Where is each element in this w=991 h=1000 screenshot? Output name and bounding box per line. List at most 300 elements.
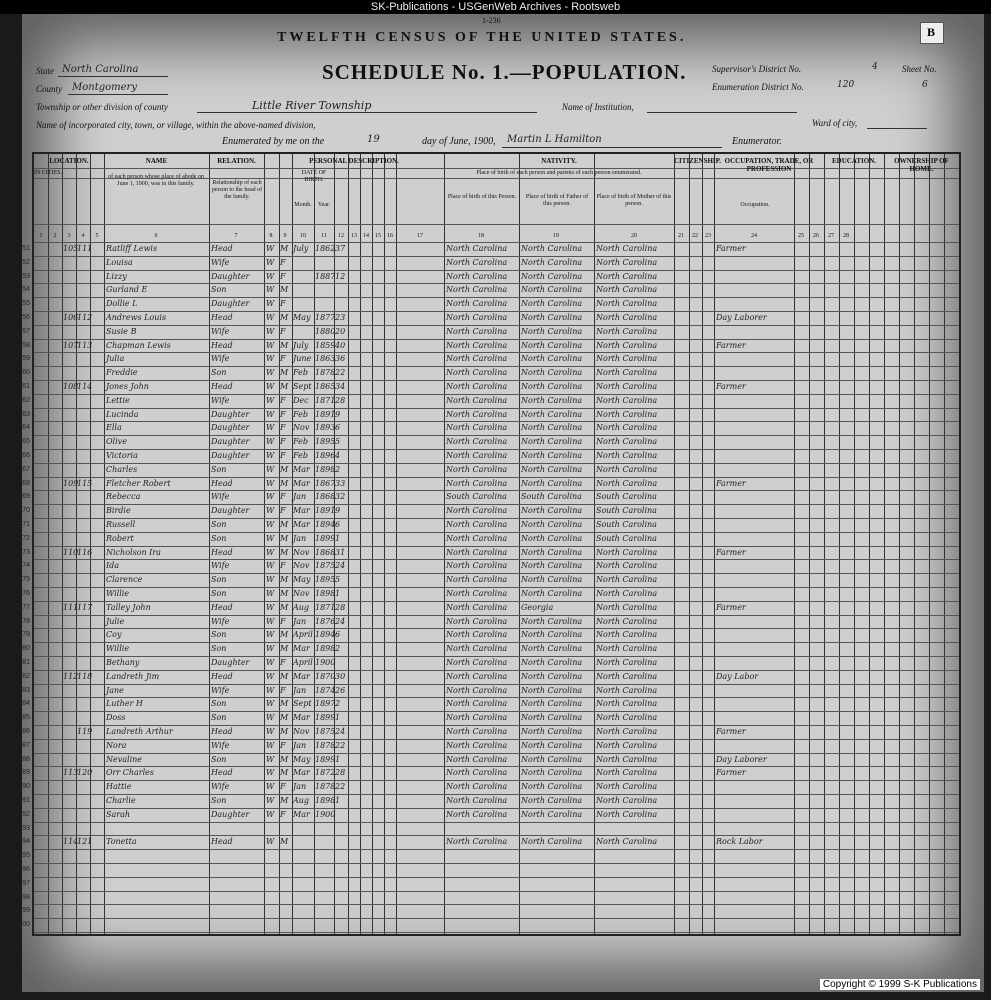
cell-sex: F [280, 437, 286, 447]
column-header: Relationship of each person to the head of the family. [211, 180, 263, 200]
column-rule [914, 154, 915, 934]
cell-bf: North Carolina [521, 547, 583, 557]
cell-race: W [266, 257, 275, 267]
column-rule [76, 154, 77, 934]
row-rule [34, 863, 959, 864]
cell-occ: Farmer [716, 727, 746, 736]
cell-age: 6 [335, 630, 341, 640]
cell-race: W [266, 644, 275, 654]
cell-bm: North Carolina [596, 354, 658, 364]
cell-relation: Daughter [211, 506, 250, 516]
row-rule [34, 532, 959, 533]
column-group-title: LOCATION. [49, 157, 89, 165]
cell-name: Ida [106, 561, 120, 571]
row-rule [34, 504, 959, 505]
row-number: 85 [22, 714, 30, 722]
cell-name: Julia [106, 354, 125, 364]
cell-bm: North Carolina [596, 340, 658, 350]
cell-year: 1893 [315, 423, 336, 433]
cell-bp: North Carolina [446, 354, 508, 364]
cell-age: 1 [335, 796, 341, 805]
row-number: 74 [22, 562, 30, 570]
cell-month: Dec [293, 395, 309, 405]
column-rule [444, 154, 445, 934]
cell-bp: North Carolina [446, 299, 508, 309]
cell-name: Nevaline [106, 754, 143, 764]
row-rule [34, 780, 959, 781]
row-rule [34, 697, 959, 698]
cell-relation: Son [211, 464, 227, 474]
cell-bp: North Carolina [446, 451, 508, 460]
column-rule [348, 154, 349, 934]
column-rule [62, 154, 63, 934]
cell-bf: North Carolina [521, 299, 583, 309]
cell-month: Nov [293, 423, 310, 433]
row-rule [34, 684, 959, 685]
cell-race: W [266, 244, 275, 253]
row-number: 87 [22, 741, 30, 749]
cell-bp: North Carolina [446, 533, 508, 543]
cell-bm: North Carolina [596, 561, 658, 571]
cell-bm: North Carolina [596, 313, 658, 322]
cell-sex: M [280, 699, 289, 709]
corner-mark-label: B [927, 25, 936, 39]
cell-year: 1900 [315, 809, 336, 819]
cell-month: Jan [293, 492, 307, 502]
cell-bf: North Carolina [521, 809, 583, 819]
cell-relation: Son [211, 699, 227, 709]
cell-bm: North Carolina [596, 257, 658, 267]
cell-race: W [266, 271, 275, 281]
cell-bf: North Carolina [521, 506, 583, 516]
cell-race: W [266, 437, 275, 447]
cell-bm: North Carolina [596, 382, 658, 391]
archive-banner: SK-Publications - USGenWeb Archives - Rootsweb [0, 0, 991, 14]
cell-race: W [266, 658, 275, 667]
cell-sex: F [280, 354, 286, 364]
row-rule [34, 394, 959, 395]
row-rule [34, 408, 959, 409]
cell-sex: F [280, 782, 286, 792]
row-number: 56 [22, 314, 30, 321]
cell-bp: North Carolina [446, 589, 508, 598]
cell-bp: North Carolina [446, 244, 508, 253]
row-rule [34, 904, 959, 905]
cell-name: Nora [106, 740, 127, 750]
cell-month: July [293, 244, 309, 253]
cell-family: 113 [77, 340, 93, 350]
cell-family: 120 [77, 768, 93, 778]
cell-age: 5 [335, 575, 341, 585]
cell-bp: North Carolina [446, 340, 508, 350]
cell-year: 1898 [315, 589, 336, 598]
cell-name: Bethany [106, 658, 140, 667]
column-rule [794, 154, 795, 934]
row-number: 77 [22, 603, 30, 611]
cell-relation: Son [211, 368, 227, 378]
cell-year: 1875 [315, 561, 336, 571]
cell-bf: North Carolina [521, 754, 583, 764]
row-number: 100 [18, 921, 30, 929]
cell-relation: Head [211, 313, 233, 322]
cell-age: 28 [335, 768, 346, 778]
cell-name: Dollie L [106, 299, 138, 309]
cell-occ: Farmer [716, 340, 746, 350]
enumerated-label: Enumerated by me on the [222, 136, 325, 147]
cell-occ: Rock Labor [716, 837, 763, 847]
row-rule [34, 325, 959, 326]
cell-relation: Daughter [211, 809, 250, 819]
copyright-notice: Copyright © 1999 S-K Publications [820, 979, 980, 990]
column-group-title: OCCUPATION, TRADE, OR PROFESSION [724, 157, 814, 173]
cell-bf: North Carolina [521, 768, 583, 778]
cell-race: W [266, 395, 275, 405]
cell-year: 1871 [315, 602, 336, 612]
supervisor-value: 4 [872, 62, 878, 72]
row-number: 84 [22, 700, 30, 708]
cell-bp: North Carolina [446, 837, 508, 847]
cell-name: Talley John [106, 602, 151, 612]
row-number: 53 [22, 272, 30, 280]
cell-month: July [293, 340, 309, 350]
row-rule [34, 794, 959, 795]
cell-month: Jan [293, 533, 307, 543]
row-rule [34, 711, 959, 712]
cell-race: W [266, 575, 275, 585]
cell-sex: M [280, 533, 289, 543]
cell-sex: F [280, 492, 286, 502]
cell-sex: M [280, 644, 289, 654]
cell-year: 1898 [315, 464, 336, 474]
cell-bm: North Carolina [596, 602, 658, 612]
cell-name: Rebecca [106, 492, 141, 502]
cell-year: 1878 [315, 740, 336, 750]
cell-occ: Day Laborer [716, 754, 767, 764]
cell-sex: F [280, 685, 286, 695]
cell-sex: F [280, 561, 286, 571]
cell-age: 9 [335, 409, 341, 419]
column-rule [869, 154, 870, 934]
cell-year: 1899 [315, 754, 336, 764]
cell-race: W [266, 368, 275, 378]
row-number: 89 [22, 769, 30, 777]
cell-month: Nov [293, 727, 310, 736]
cell-race: W [266, 713, 275, 723]
cell-bp: North Carolina [446, 464, 508, 474]
column-number: 27 [828, 233, 834, 239]
row-number: 58 [22, 341, 30, 349]
cell-relation: Son [211, 644, 227, 654]
cell-race: W [266, 837, 275, 847]
cell-name: Doss [106, 713, 126, 723]
cell-bp: North Carolina [446, 575, 508, 585]
cell-year: 1887 [315, 271, 336, 281]
cell-month: Mar [293, 520, 310, 529]
cell-race: W [266, 313, 275, 322]
cell-relation: Wife [211, 561, 230, 571]
cell-bf: North Carolina [521, 796, 583, 805]
cell-month: Mar [293, 713, 310, 723]
cell-year: 1900 [315, 658, 336, 667]
cell-name: Lettie [106, 395, 130, 405]
cell-family: 115 [77, 478, 93, 488]
cell-dwelling: 108 [63, 382, 79, 391]
column-rule [824, 154, 825, 934]
cell-bp: North Carolina [446, 782, 508, 792]
cell-bp: North Carolina [446, 478, 508, 488]
cell-bp: North Carolina [446, 520, 508, 529]
cell-sex: M [280, 464, 289, 474]
cell-relation: Head [211, 837, 233, 847]
cell-sex: M [280, 713, 289, 723]
cell-age: 2 [335, 699, 341, 709]
cell-age: 12 [335, 271, 346, 281]
cell-bp: North Carolina [446, 326, 508, 336]
cell-occ: Day Labor [716, 671, 759, 681]
column-rule [944, 154, 945, 934]
cell-age: 1 [335, 533, 341, 543]
row-rule [34, 642, 959, 643]
cell-month: May [293, 313, 311, 322]
cell-race: W [266, 506, 275, 516]
cell-relation: Daughter [211, 451, 250, 460]
row-number: 76 [22, 590, 30, 597]
cell-race: W [266, 478, 275, 488]
cell-year: 1899 [315, 713, 336, 723]
column-group-title: RELATION. [217, 157, 256, 165]
cell-age: 36 [335, 354, 346, 364]
cell-bp: North Carolina [446, 685, 508, 695]
cell-bm: North Carolina [596, 754, 658, 764]
cell-sex: F [280, 740, 286, 750]
row-rule [34, 559, 959, 560]
cell-year: 1868 [315, 492, 336, 502]
cell-year: 1898 [315, 796, 336, 805]
cell-name: Chapman Lewis [106, 340, 171, 350]
cell-bf: North Carolina [521, 437, 583, 447]
column-rule [360, 154, 361, 934]
cell-occ: Farmer [716, 382, 746, 391]
cell-month: Feb [293, 409, 308, 419]
row-number: 81 [22, 659, 30, 666]
cell-bm: North Carolina [596, 796, 658, 805]
cell-month: Mar [293, 644, 310, 654]
row-number: 52 [22, 258, 30, 266]
cell-bm: North Carolina [596, 326, 658, 336]
row-number: 80 [22, 645, 30, 653]
cell-name: Freddie [106, 368, 138, 378]
cell-bf: North Carolina [521, 313, 583, 322]
column-rule [48, 154, 49, 934]
cell-race: W [266, 326, 275, 336]
column-group-title: NAME [145, 157, 168, 165]
row-rule [34, 628, 959, 629]
row-rule [34, 352, 959, 353]
cell-bm: North Carolina [596, 809, 658, 819]
cell-bf: North Carolina [521, 326, 583, 336]
cell-year: 1878 [315, 368, 336, 378]
cell-race: W [266, 754, 275, 764]
cell-age: 20 [335, 326, 346, 336]
row-rule [34, 490, 959, 491]
cell-sex: M [280, 602, 289, 612]
cell-bm: North Carolina [596, 671, 658, 681]
row-number: 88 [22, 755, 30, 763]
row-rule [34, 270, 959, 271]
incorporated-label: Name of incorporated city, town, or village, within the above-named division, [36, 120, 316, 130]
cell-sex: F [280, 395, 286, 405]
row-rule [34, 918, 959, 919]
cell-bm: North Carolina [596, 547, 658, 557]
cell-sex: M [280, 589, 289, 598]
cell-bp: North Carolina [446, 699, 508, 709]
cell-age: 24 [335, 727, 346, 736]
cell-relation: Son [211, 520, 227, 529]
row-number: 79 [22, 631, 30, 639]
column-header: Place of birth of Mother of this person. [596, 194, 672, 207]
row-number: 93 [22, 824, 30, 832]
cell-month: Feb [293, 437, 308, 447]
cell-race: W [266, 464, 275, 474]
row-number: 86 [22, 728, 30, 735]
enumerated-mid: day of June, 1900, [422, 136, 496, 147]
cell-sex: M [280, 575, 289, 585]
cell-sex: M [280, 313, 289, 322]
cell-race: W [266, 520, 275, 529]
cell-bf: North Carolina [521, 382, 583, 391]
cell-month: Mar [293, 464, 310, 474]
cell-bp: North Carolina [446, 616, 508, 626]
column-rule [264, 154, 265, 934]
cell-year: 1894 [315, 520, 336, 529]
cell-sex: M [280, 796, 289, 805]
column-rule [884, 154, 885, 934]
cell-year: 1876 [315, 616, 336, 626]
cell-bm: North Carolina [596, 658, 658, 667]
cell-year: 1870 [315, 671, 336, 681]
cell-age: 23 [335, 313, 346, 322]
cell-bp: North Carolina [446, 271, 508, 281]
cell-bm: North Carolina [596, 782, 658, 792]
cell-sex: M [280, 837, 289, 847]
cell-bp: South Carolina [446, 492, 507, 502]
row-rule [34, 753, 959, 754]
cell-month: Jan [293, 685, 307, 695]
cell-year: 1871 [315, 395, 336, 405]
column-number: 18 [478, 233, 484, 239]
column-group-title: PERSONAL DESCRIPTION. [309, 157, 399, 165]
cell-bf: North Carolina [521, 658, 583, 667]
cell-name: Ella [106, 423, 122, 433]
cell-bm: North Carolina [596, 285, 658, 295]
row-number: 64 [22, 424, 30, 432]
row-rule [34, 725, 959, 726]
enumeration-value: 120 [837, 80, 855, 90]
cell-year: 1891 [315, 506, 336, 516]
row-rule [34, 435, 959, 436]
cell-age: 37 [335, 244, 346, 253]
cell-age: 26 [335, 685, 346, 695]
cell-bm: North Carolina [596, 727, 658, 736]
cell-race: W [266, 423, 275, 433]
cell-sex: F [280, 299, 286, 309]
cell-month: Nov [293, 547, 310, 557]
column-number: 2 [53, 233, 57, 239]
cell-dwelling: 109 [63, 478, 79, 488]
cell-month: June [293, 354, 312, 364]
cell-sex: M [280, 478, 289, 488]
cell-bm: South Carolina [596, 506, 657, 516]
cell-race: W [266, 561, 275, 571]
cell-sex: M [280, 768, 289, 778]
cell-dwelling: 105 [63, 244, 79, 253]
cell-relation: Head [211, 671, 233, 681]
column-number: 11 [321, 233, 327, 239]
column-rule [689, 154, 690, 934]
column-number: 5 [95, 233, 99, 239]
cell-bp: North Carolina [446, 437, 508, 447]
row-number: 95 [22, 852, 30, 860]
cell-age: 30 [335, 671, 346, 681]
cell-relation: Son [211, 796, 227, 805]
cell-bf: North Carolina [521, 837, 583, 847]
cell-name: Julie [106, 616, 125, 626]
cell-year: 1896 [315, 451, 336, 460]
column-header: Place of birth of each person and parents of each person enumerated. [476, 170, 642, 176]
cell-bm: North Carolina [596, 740, 658, 750]
cell-name: Lucinda [106, 409, 139, 419]
column-rule [384, 154, 385, 934]
cell-bf: South Carolina [521, 492, 582, 502]
cell-year: 1898 [315, 644, 336, 654]
cell-bm: North Carolina [596, 768, 658, 778]
cell-name: Hattie [106, 782, 132, 792]
row-number: 78 [22, 617, 30, 625]
page-number: 1-236 [482, 16, 501, 25]
cell-bf: North Carolina [521, 271, 583, 281]
cell-bp: North Carolina [446, 285, 508, 295]
cell-name: Landreth Arthur [106, 727, 173, 736]
row-number: 57 [22, 327, 30, 335]
column-rule [372, 154, 373, 934]
cell-name: Ratliff Lewis [106, 244, 158, 253]
cell-bf: North Carolina [521, 464, 583, 474]
cell-occ: Day Laborer [716, 313, 767, 322]
cell-name: Russell [106, 520, 136, 529]
ward-label: Ward of city, [812, 118, 858, 128]
row-rule [34, 615, 959, 616]
cell-age: 28 [335, 395, 346, 405]
cell-bf: North Carolina [521, 520, 583, 529]
cell-month: Mar [293, 506, 310, 516]
cell-bp: North Carolina [446, 754, 508, 764]
cell-month: Sept [293, 699, 312, 709]
sheet-value: 6 [922, 80, 928, 90]
row-number: 59 [22, 355, 30, 363]
column-rule [929, 154, 930, 934]
cell-age: 5 [335, 437, 341, 447]
row-rule [34, 283, 959, 284]
column-number: 3 [67, 233, 71, 239]
cell-bm: North Carolina [596, 685, 658, 695]
header-rule [34, 242, 959, 243]
row-rule [34, 311, 959, 312]
header-rule [34, 224, 959, 225]
cell-relation: Wife [211, 326, 230, 336]
sheet-label: Sheet No. [902, 64, 937, 74]
column-number: 28 [843, 233, 849, 239]
cell-bm: North Carolina [596, 409, 658, 419]
